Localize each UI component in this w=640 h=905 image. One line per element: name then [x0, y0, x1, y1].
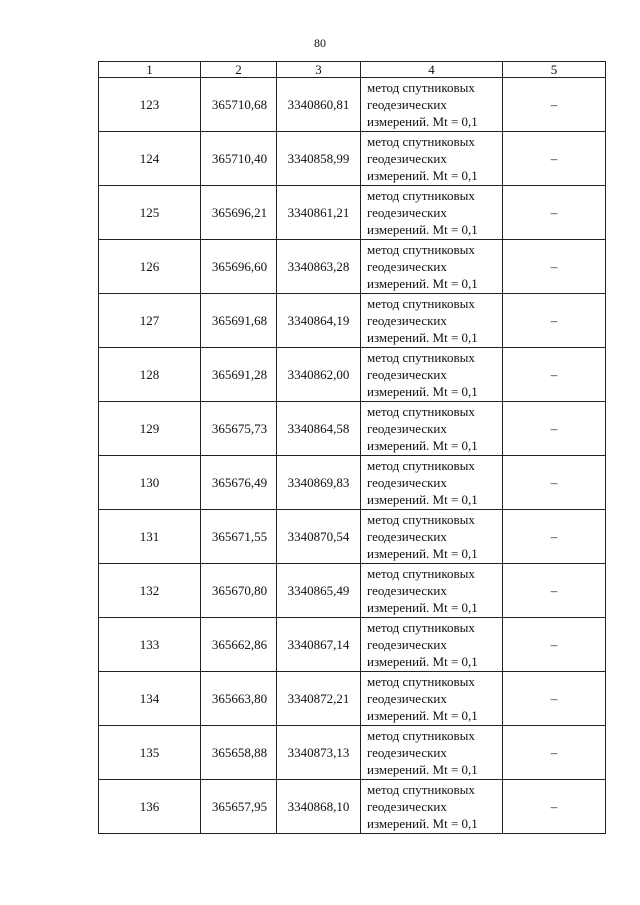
- table-row: [99, 348, 606, 402]
- y-coordinate-cell: 3340873,13: [277, 726, 361, 780]
- table-row: [99, 240, 606, 294]
- y-coordinate-cell: 3340861,21: [277, 186, 361, 240]
- note-cell: –: [503, 780, 606, 834]
- y-coordinate-cell: 3340860,81: [277, 78, 361, 132]
- point-number-cell: 126: [99, 240, 201, 294]
- method-line: геодезических: [367, 205, 447, 220]
- method-line: метод спутниковых: [367, 458, 475, 473]
- point-number-cell: 133: [99, 618, 201, 672]
- method-cell: [361, 132, 503, 186]
- table-row: [99, 564, 606, 618]
- method-cell: [361, 348, 503, 402]
- y-coordinate-cell: 3340872,21: [277, 672, 361, 726]
- method-cell: [361, 780, 503, 834]
- method-line: геодезических: [367, 259, 447, 274]
- point-number-cell: 131: [99, 510, 201, 564]
- note-cell: –: [503, 564, 606, 618]
- method-line: метод спутниковых: [367, 728, 475, 743]
- method-cell: [361, 294, 503, 348]
- method-line: геодезических: [367, 637, 447, 652]
- method-line: измерений. Mt = 0,1: [367, 492, 478, 507]
- y-coordinate-cell: 3340862,00: [277, 348, 361, 402]
- method-line: измерений. Mt = 0,1: [367, 600, 478, 615]
- method-line: метод спутниковых: [367, 350, 475, 365]
- point-number-cell: 130: [99, 456, 201, 510]
- method-line: геодезических: [367, 799, 447, 814]
- method-line: метод спутниковых: [367, 404, 475, 419]
- column-header: 3: [277, 62, 361, 78]
- method-cell: [361, 618, 503, 672]
- note-cell: –: [503, 618, 606, 672]
- method-line: геодезических: [367, 313, 447, 328]
- x-coordinate-cell: 365658,88: [201, 726, 277, 780]
- x-coordinate-cell: 365657,95: [201, 780, 277, 834]
- method-cell: [361, 510, 503, 564]
- note-cell: –: [503, 510, 606, 564]
- point-number-cell: 125: [99, 186, 201, 240]
- method-line: метод спутниковых: [367, 566, 475, 581]
- method-line: измерений. Mt = 0,1: [367, 222, 478, 237]
- note-cell: –: [503, 456, 606, 510]
- x-coordinate-cell: 365696,60: [201, 240, 277, 294]
- page-number: 80: [314, 36, 326, 50]
- coordinates-table: [98, 61, 606, 834]
- method-line: геодезических: [367, 691, 447, 706]
- table-row: [99, 456, 606, 510]
- point-number-cell: 136: [99, 780, 201, 834]
- method-line: геодезических: [367, 475, 447, 490]
- method-line: измерений. Mt = 0,1: [367, 438, 478, 453]
- y-coordinate-cell: 3340864,58: [277, 402, 361, 456]
- method-cell: [361, 78, 503, 132]
- method-line: геодезических: [367, 151, 447, 166]
- column-header: 5: [503, 62, 606, 78]
- note-cell: –: [503, 78, 606, 132]
- method-line: геодезических: [367, 529, 447, 544]
- column-header: 4: [361, 62, 503, 78]
- y-coordinate-cell: 3340863,28: [277, 240, 361, 294]
- note-cell: –: [503, 132, 606, 186]
- method-line: метод спутниковых: [367, 512, 475, 527]
- method-line: измерений. Mt = 0,1: [367, 168, 478, 183]
- table-row: [99, 672, 606, 726]
- y-coordinate-cell: 3340869,83: [277, 456, 361, 510]
- column-header: 2: [201, 62, 277, 78]
- table-row: [99, 618, 606, 672]
- method-line: измерений. Mt = 0,1: [367, 708, 478, 723]
- point-number-cell: 124: [99, 132, 201, 186]
- table-row: [99, 726, 606, 780]
- x-coordinate-cell: 365671,55: [201, 510, 277, 564]
- note-cell: –: [503, 240, 606, 294]
- note-cell: –: [503, 726, 606, 780]
- column-header: 1: [99, 62, 201, 78]
- point-number-cell: 129: [99, 402, 201, 456]
- table-row: [99, 402, 606, 456]
- method-cell: [361, 672, 503, 726]
- point-number-cell: 134: [99, 672, 201, 726]
- method-line: измерений. Mt = 0,1: [367, 816, 478, 831]
- method-cell: [361, 564, 503, 618]
- y-coordinate-cell: 3340867,14: [277, 618, 361, 672]
- x-coordinate-cell: 365663,80: [201, 672, 277, 726]
- x-coordinate-cell: 365691,28: [201, 348, 277, 402]
- y-coordinate-cell: 3340864,19: [277, 294, 361, 348]
- method-line: измерений. Mt = 0,1: [367, 276, 478, 291]
- method-line: измерений. Mt = 0,1: [367, 654, 478, 669]
- method-line: геодезических: [367, 583, 447, 598]
- method-line: измерений. Mt = 0,1: [367, 114, 478, 129]
- table-row: [99, 294, 606, 348]
- method-line: измерений. Mt = 0,1: [367, 546, 478, 561]
- note-cell: –: [503, 672, 606, 726]
- table-row: [99, 780, 606, 834]
- method-line: метод спутниковых: [367, 134, 475, 149]
- point-number-cell: 128: [99, 348, 201, 402]
- note-cell: –: [503, 402, 606, 456]
- y-coordinate-cell: 3340868,10: [277, 780, 361, 834]
- method-line: метод спутниковых: [367, 620, 475, 635]
- method-line: метод спутниковых: [367, 188, 475, 203]
- method-line: измерений. Mt = 0,1: [367, 330, 478, 345]
- x-coordinate-cell: 365696,21: [201, 186, 277, 240]
- x-coordinate-cell: 365675,73: [201, 402, 277, 456]
- y-coordinate-cell: 3340870,54: [277, 510, 361, 564]
- method-line: измерений. Mt = 0,1: [367, 762, 478, 777]
- x-coordinate-cell: 365676,49: [201, 456, 277, 510]
- method-cell: [361, 726, 503, 780]
- method-cell: [361, 402, 503, 456]
- method-line: измерений. Mt = 0,1: [367, 384, 478, 399]
- method-cell: [361, 456, 503, 510]
- x-coordinate-cell: 365710,68: [201, 78, 277, 132]
- method-line: метод спутниковых: [367, 674, 475, 689]
- point-number-cell: 127: [99, 294, 201, 348]
- table-row: [99, 78, 606, 132]
- x-coordinate-cell: 365662,86: [201, 618, 277, 672]
- table-row: [99, 510, 606, 564]
- x-coordinate-cell: 365691,68: [201, 294, 277, 348]
- method-line: геодезических: [367, 367, 447, 382]
- method-line: геодезических: [367, 745, 447, 760]
- point-number-cell: 135: [99, 726, 201, 780]
- y-coordinate-cell: 3340858,99: [277, 132, 361, 186]
- x-coordinate-cell: 365670,80: [201, 564, 277, 618]
- method-line: геодезических: [367, 97, 447, 112]
- x-coordinate-cell: 365710,40: [201, 132, 277, 186]
- method-line: метод спутниковых: [367, 80, 475, 95]
- table-header-row: [99, 62, 606, 78]
- note-cell: –: [503, 294, 606, 348]
- point-number-cell: 132: [99, 564, 201, 618]
- method-cell: [361, 240, 503, 294]
- point-number-cell: 123: [99, 78, 201, 132]
- y-coordinate-cell: 3340865,49: [277, 564, 361, 618]
- method-line: метод спутниковых: [367, 242, 475, 257]
- method-line: метод спутниковых: [367, 782, 475, 797]
- method-cell: [361, 186, 503, 240]
- table-row: [99, 132, 606, 186]
- table-row: [99, 186, 606, 240]
- method-line: метод спутниковых: [367, 296, 475, 311]
- note-cell: –: [503, 348, 606, 402]
- note-cell: –: [503, 186, 606, 240]
- method-line: геодезических: [367, 421, 447, 436]
